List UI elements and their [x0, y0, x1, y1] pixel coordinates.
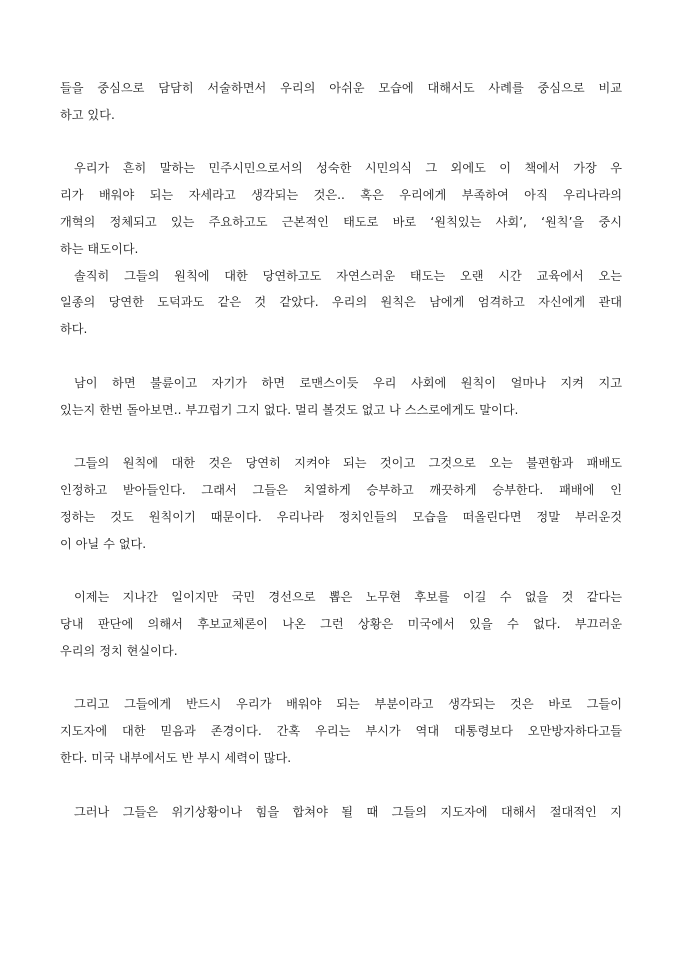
paragraph-6 [60, 584, 622, 664]
text-line: 일종의 당연한 도덕과도 같은 것 같았다. 우리의 원칙은 남에게 엄격하고 자신에게 관대 [60, 295, 622, 310]
text-line: 리가 배워야 되는 자세라고 생각되는 것은.. 혹은 우리에게 부족하여 아직 우리나라의 [60, 188, 622, 203]
paragraph-gap [60, 343, 622, 370]
text-line: 하고 있다. [60, 107, 115, 122]
text-line: 당내 판단에 의해서 후보교체론이 나온 그런 상황은 미국에서 있을 수 없다. 부끄러운 [60, 616, 622, 631]
text-line: 솔직히 그들의 원칙에 대한 당연하고도 자연스러운 태도는 오랜 시간 교육에서 오는 [74, 268, 622, 283]
text-line: 그들의 원칙에 대한 것은 당연히 지켜야 되는 것이고 그것으로 오는 불편함과 패배도 [74, 456, 622, 471]
text-line: 하다. [60, 322, 88, 337]
text-line: 그러나 그들은 위기상황이나 힘을 합쳐야 될 때 그들의 지도자에 대해서 절대적인 지 [74, 804, 622, 819]
text-line: 그리고 그들에게 반드시 우리가 배워야 되는 부분이라고 생각되는 것은 바로 그들이 [74, 697, 622, 712]
paragraph-gap [60, 665, 622, 692]
document-body [60, 75, 622, 825]
text-line: 개혁의 정체되고 있는 주요하고도 근본적인 태도로 바로 ‘원칙있는 사회’, ‘원칙’을 중시 [60, 214, 622, 229]
paragraph-gap [60, 772, 622, 799]
paragraph-4 [60, 370, 622, 424]
text-line: 있는지 한번 돌아보면.. 부끄럽기 그지 없다. 멀리 볼것도 없고 나 스스로에게도 말이다. [60, 402, 519, 417]
paragraph-8 [60, 799, 622, 826]
paragraph-5 [60, 450, 622, 557]
paragraph-gap [60, 129, 622, 156]
text-line: 정하는 것도 원칙이기 때문이다. 우리나라 정치인들의 모습을 떠올린다면 정말 부러운것 [60, 509, 622, 524]
paragraph-1 [60, 75, 622, 129]
paragraph-3 [60, 263, 622, 343]
paragraph-gap [60, 423, 622, 450]
paragraph-7 [60, 691, 622, 771]
text-line: 남이 하면 불륜이고 자기가 하면 로맨스이듯 우리 사회에 원칙이 얼마나 지켜 지고 [74, 375, 622, 390]
text-line: 우리의 정치 현실이다. [60, 643, 178, 658]
text-line: 한다. 미국 내부에서도 반 부시 세력이 많다. [60, 750, 292, 765]
text-line: 지도자에 대한 믿음과 존경이다. 간혹 우리는 부시가 역대 대통령보다 오만방자하다고들 [60, 724, 622, 739]
text-line: 이 아닐 수 없다. [60, 536, 147, 551]
text-line: 하는 태도이다. [60, 241, 139, 256]
paragraph-2 [60, 155, 622, 262]
text-line: 이제는 지나간 일이지만 국민 경선으로 뽑은 노무현 후보를 이길 수 없을 것 같다는 [74, 590, 622, 605]
text-line: 인정하고 받아들인다. 그래서 그들은 치열하게 승부하고 깨끗하게 승부한다. 패배에 인 [60, 482, 622, 497]
paragraph-gap [60, 557, 622, 584]
text-line: 들을 중심으로 담담히 서술하면서 우리의 아쉬운 모습에 대해서도 사례를 중심으로 비교 [60, 81, 622, 95]
text-line: 우리가 흔히 말하는 민주시민으로서의 성숙한 시민의식 그 외에도 이 책에서 가장 우 [74, 161, 622, 176]
